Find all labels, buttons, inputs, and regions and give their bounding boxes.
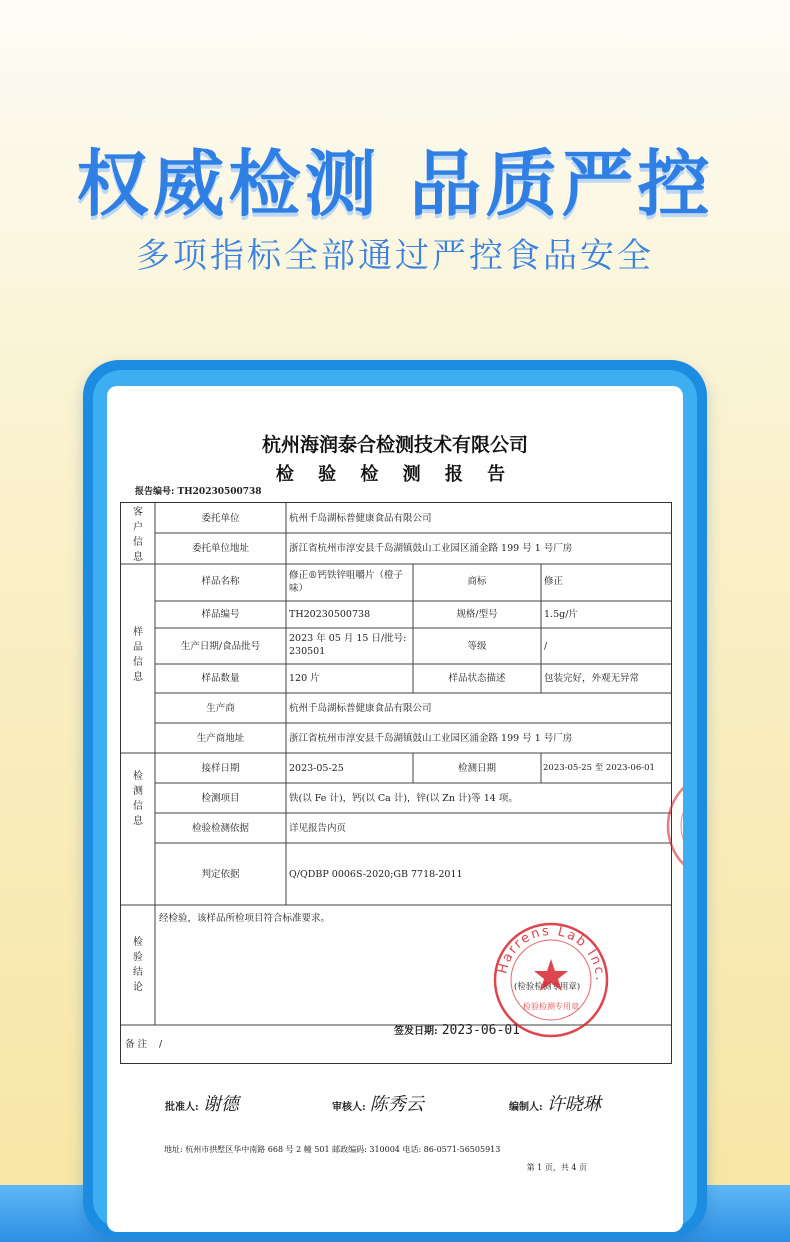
section-client: 客户信息 <box>133 507 143 563</box>
test-report <box>107 386 683 1232</box>
qty: 120 片 <box>289 673 320 684</box>
sample-name: 修正®钙铁锌咀嚼片（橙子味） <box>289 570 404 594</box>
maker: 杭州千岛湖标普健康食品有限公司 <box>289 703 432 714</box>
judge-basis: Q/QDBP 0006S-2020;GB 7718-2011 <box>289 869 463 880</box>
lab-company-name: 杭州海润泰合检测技术有限公司 <box>261 434 528 456</box>
grade: / <box>544 641 548 652</box>
report-number: 报告编号: TH20230500738 <box>135 487 262 497</box>
test-items: 铁(以 Fe 计)，钙(以 Ca 计)，锌(以 Zn 计)等 14 项。 <box>289 793 518 804</box>
subhead: 多项指标全部通过严控食品安全 <box>136 236 654 276</box>
approver-signature: 谢德 <box>202 1094 239 1115</box>
state-label: 样品状态描述 <box>448 673 506 684</box>
qty-label: 样品数量 <box>201 673 240 684</box>
approver: 批准人: 谢德 <box>165 1094 239 1115</box>
reviewer: 审核人: 陈秀云 <box>332 1094 424 1115</box>
section-conclusion: 检验结论 <box>133 937 143 993</box>
compiler-signature: 许晓琳 <box>546 1094 601 1115</box>
items-label: 检测项目 <box>201 793 240 804</box>
recv-date: 2023-05-25 <box>289 763 344 774</box>
page-number: 第 1 页，共 4 页 <box>526 1163 587 1172</box>
sample-no: TH20230500738 <box>289 609 371 620</box>
prod-date: 2023 年 05 月 15 日/批号: 230501 <box>289 633 407 657</box>
client-unit: 杭州千岛湖标普健康食品有限公司 <box>289 513 432 524</box>
grade-label: 等级 <box>467 641 487 652</box>
spec-label: 规格/型号 <box>456 609 498 620</box>
brand-label: 商标 <box>467 576 487 587</box>
maker-label: 生产商 <box>206 703 235 714</box>
test-basis: 详见报告内页 <box>289 823 347 834</box>
section-test: 检测信息 <box>133 771 143 827</box>
brand: 修正 <box>544 576 564 587</box>
stamp-inner-text: 检验检测专用章 <box>523 1002 579 1011</box>
test-date-label: 检测日期 <box>457 763 496 774</box>
footer-address: 地址: 杭州市拱墅区华中南路 668 号 2 幢 501 邮政编码: 310004 电话: 86-0571-56505913 <box>164 1145 501 1154</box>
issue-date: 签发日期: 2023-06-01 <box>394 1023 520 1038</box>
spec: 1.5g/片 <box>544 609 578 620</box>
section-sample: 样品信息 <box>133 627 143 683</box>
judge-label: 判定依据 <box>201 869 240 880</box>
maker-addr: 浙江省杭州市淳安县千岛湖镇鼓山工业园区涌金路 199 号 1 号厂房 <box>289 733 573 744</box>
report-title: 检 验 检 测 报 告 <box>275 464 515 485</box>
section-remarks: 备 注 <box>125 1039 148 1050</box>
conclusion-text: 经检验，该样品所检项目符合标准要求。 <box>159 913 331 924</box>
remarks-value: / <box>159 1039 163 1050</box>
headline: 权威检测 品质严控 <box>76 142 714 226</box>
stamp-arc-text: Harrens Lab Inc. <box>495 923 608 983</box>
maker-addr-label: 生产商地址 <box>196 733 245 744</box>
test-date: 2023-05-25 至 2023-06-01 <box>543 763 655 773</box>
official-stamp <box>492 921 610 1039</box>
sample-name-label: 样品名称 <box>201 576 240 587</box>
client-addr: 浙江省杭州市淳安县千岛湖镇鼓山工业园区涌金路 199 号 1 号厂房 <box>289 543 573 554</box>
recv-date-label: 接样日期 <box>201 763 240 774</box>
client-addr-label: 委托单位地址 <box>191 543 249 554</box>
reviewer-signature: 陈秀云 <box>369 1094 424 1115</box>
prod-date-label: 生产日期/食品批号 <box>180 641 261 652</box>
stamp-note: (检验检测专用章) <box>514 982 581 992</box>
client-unit-label: 委托单位 <box>201 513 240 524</box>
compiler: 编制人: 许晓琳 <box>509 1094 601 1115</box>
edge-stamp <box>663 766 683 886</box>
basis-label: 检验检测依据 <box>191 823 249 834</box>
state: 包装完好，外观无异常 <box>544 673 640 684</box>
sample-no-label: 样品编号 <box>201 609 240 620</box>
